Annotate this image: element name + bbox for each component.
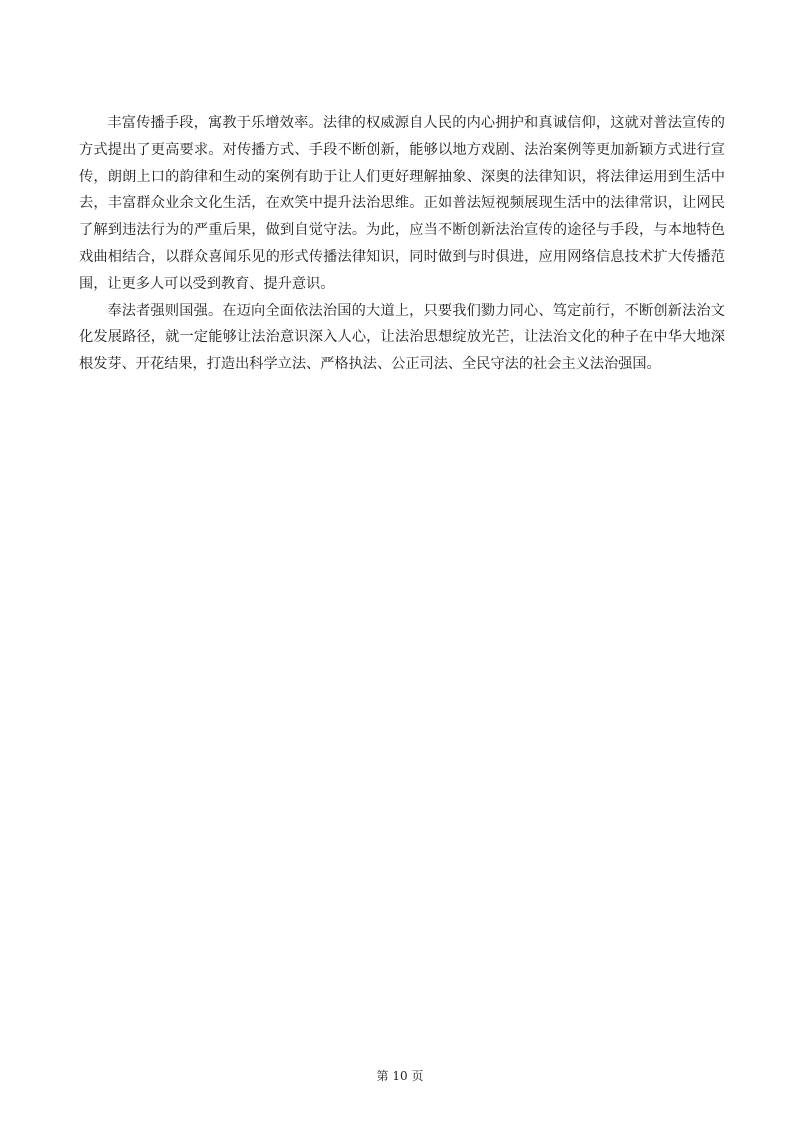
- page-number: 第 10 页: [376, 1069, 424, 1083]
- paragraph: 奉法者强则国强。在迈向全面依法治国的大道上，只要我们勠力同心、笃定前行，不断创新法治文化发展路径，就一定能够让法治意识深入人心，让法治思想绽放光芒，让法治文化的种子在中华大地深根发芽、开花结果，打造出科学立法、严格执法、公正司法、全民守法的社会主义法治强国。: [79, 302, 725, 373]
- paragraph: 丰富传播手段，寓教于乐增效率。法律的权威源自人民的内心拥护和真诚信仰，这就对普法宣传的方式提出了更高要求。对传播方式、手段不断创新，能够以地方戏剧、法治案例等更加新颖方式进行宣传，朗朗上口的韵律和生动的案例有助于让人们更好理解抽象、深奥的法律知识，将法律运用到生活中去，丰富群众业余文化生活，在欢笑中提升法治思维。正如普法短视频展现生活中的法律常识，让网民了解到违法行为的严重后果，做到自觉守法。为此，应当不断创新法治宣传的途径与手段，与本地特色戏曲相结合，以群众喜闻乐见的形式传播法律知识，同时做到与时俱进，应用网络信息技术扩大传播范围，让更多人可以受到教育、提升意识。: [79, 115, 725, 292]
- document-body: [79, 110, 725, 378]
